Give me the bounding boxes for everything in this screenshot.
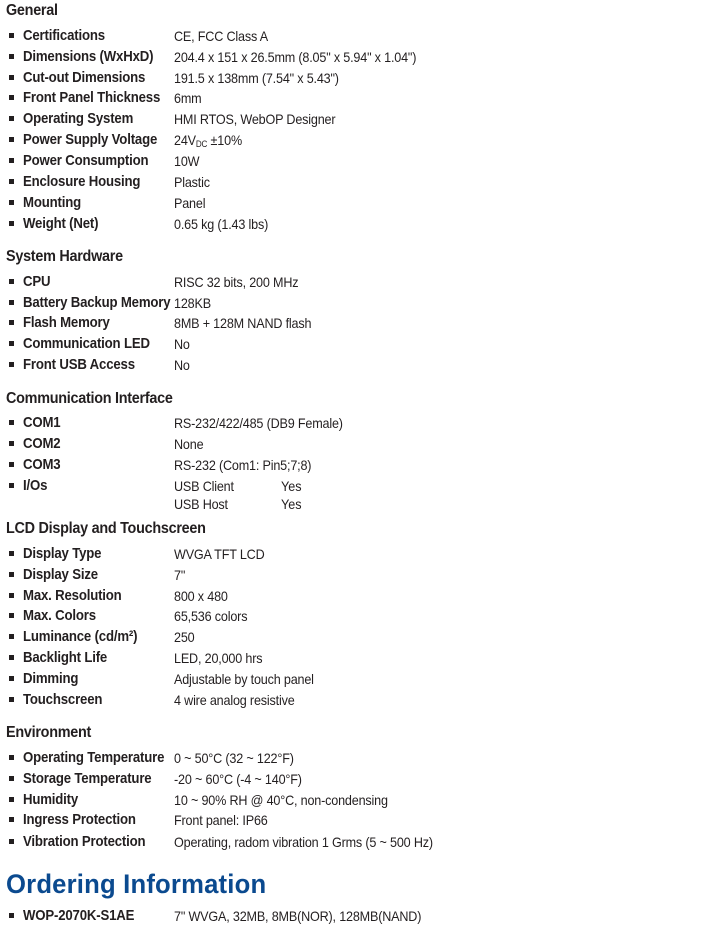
spec-value: 7" [174, 567, 186, 583]
spec-value: LED, 20,000 hrs [174, 650, 263, 666]
bullet-icon [9, 116, 14, 121]
section-title-environment: Environment [6, 724, 92, 741]
spec-label: Battery Backup Memory [23, 294, 171, 311]
spec-label: Operating Temperature [23, 749, 165, 766]
spec-row-cutout [0, 68, 706, 88]
spec-value: 65,536 colors [174, 608, 248, 624]
spec-label: Max. Resolution [23, 587, 122, 604]
ordering-title: Ordering Information [6, 869, 267, 899]
bullet-icon [9, 755, 14, 760]
bullet-icon [9, 483, 14, 488]
spec-row-resolution [0, 586, 706, 606]
bullet-icon [9, 613, 14, 618]
spec-label: Touchscreen [23, 691, 103, 708]
bullet-icon [9, 362, 14, 367]
spec-value: 6mm [174, 90, 202, 106]
spec-value: Operating, radom vibration 1 Grms (5 ~ 500 Hz) [174, 834, 433, 850]
spec-label: I/Os [23, 477, 48, 494]
spec-label: Dimming [23, 670, 79, 687]
bullet-icon [9, 320, 14, 325]
spec-label: Operating System [23, 110, 134, 127]
spec-label: Luminance (cd/m²) [23, 628, 138, 645]
spec-row-led [0, 334, 706, 354]
spec-label: COM1 [23, 414, 61, 431]
spec-label: Power Supply Voltage [23, 131, 158, 148]
bullet-icon [9, 913, 14, 918]
bullet-icon [9, 420, 14, 425]
bullet-icon [9, 300, 14, 305]
spec-row-colors [0, 606, 706, 626]
section-title-general: General [6, 2, 58, 19]
spec-label: Vibration Protection [23, 833, 146, 850]
bullet-icon [9, 551, 14, 556]
bullet-icon [9, 341, 14, 346]
bullet-icon [9, 441, 14, 446]
spec-row-usb [0, 355, 706, 375]
spec-row-flash [0, 313, 706, 333]
spec-label: Certifications [23, 27, 105, 44]
section-title-lcd: LCD Display and Touchscreen [6, 520, 206, 537]
section-title-hardware: System Hardware [6, 248, 123, 265]
bullet-icon [9, 776, 14, 781]
spec-label: Max. Colors [23, 607, 96, 624]
spec-label: COM2 [23, 435, 61, 452]
spec-row-voltage [0, 130, 706, 150]
spec-label: Mounting [23, 194, 81, 211]
spec-row-os [0, 109, 706, 129]
spec-row-luminance [0, 627, 706, 647]
spec-label: Humidity [23, 791, 79, 808]
spec-value: WVGA TFT LCD [174, 546, 265, 562]
spec-row-dimensions [0, 47, 706, 67]
spec-row-enclosure [0, 172, 706, 192]
spec-row-consumption [0, 151, 706, 171]
bullet-icon [9, 158, 14, 163]
bullet-icon [9, 279, 14, 284]
bullet-icon [9, 634, 14, 639]
bullet-icon [9, 95, 14, 100]
spec-value: 128KB [174, 295, 211, 311]
spec-value: $24V_{DC} \pm 10\%$ [174, 132, 242, 149]
bullet-icon [9, 200, 14, 205]
spec-row-weight [0, 214, 706, 234]
spec-row-display-type [0, 544, 706, 564]
spec-value: 0 ~ 50°C (32 ~ 122°F) [174, 750, 294, 766]
spec-value: 204.4 x 151 x 26.5mm (8.05" x 5.94" x 1.04") [174, 49, 417, 65]
spec-row-com2 [0, 434, 706, 454]
spec-row-ios-cont [0, 494, 706, 514]
spec-row-cpu [0, 272, 706, 292]
spec-label: Backlight Life [23, 649, 108, 666]
spec-row-vibration [0, 832, 706, 852]
bullet-icon [9, 462, 14, 467]
spec-value: RS-232 (Com1: Pin5;7;8) [174, 457, 312, 473]
spec-row-ios [0, 476, 706, 496]
bullet-icon [9, 817, 14, 822]
spec-value: Panel [174, 195, 206, 211]
spec-row-backlight [0, 648, 706, 668]
spec-label: Display Type [23, 545, 102, 562]
spec-label: Storage Temperature [23, 770, 152, 787]
spec-label: Ingress Protection [23, 811, 136, 828]
spec-value: 4 wire analog resistive [174, 692, 295, 708]
spec-row-com1 [0, 413, 706, 433]
bullet-icon [9, 697, 14, 702]
io-status: Yes [281, 478, 302, 494]
spec-value: 250 [174, 629, 195, 645]
spec-label: Power Consumption [23, 152, 149, 169]
spec-row-display-size [0, 565, 706, 585]
spec-value: Adjustable by touch panel [174, 671, 314, 687]
spec-label: Cut-out Dimensions [23, 69, 146, 86]
spec-row-sttemp [0, 769, 706, 789]
spec-label: Enclosure Housing [23, 173, 141, 190]
bullet-icon [9, 221, 14, 226]
bullet-icon [9, 179, 14, 184]
spec-value: 800 x 480 [174, 588, 228, 604]
bullet-icon [9, 572, 14, 577]
spec-value: RS-232/422/485 (DB9 Female) [174, 415, 343, 431]
spec-value: HMI RTOS, WebOP Designer [174, 111, 336, 127]
spec-row-touchscreen [0, 690, 706, 710]
spec-label: Communication LED [23, 335, 150, 352]
spec-row-dimming [0, 669, 706, 689]
spec-row-com3 [0, 455, 706, 475]
bullet-icon [9, 75, 14, 80]
bullet-icon [9, 839, 14, 844]
bullet-icon [9, 54, 14, 59]
spec-value: RISC 32 bits, 200 MHz [174, 274, 299, 290]
spec-value: 8MB + 128M NAND flash [174, 315, 312, 331]
io-status: Yes [281, 496, 302, 512]
spec-value: Front panel: IP66 [174, 812, 268, 828]
spec-row-humidity [0, 790, 706, 810]
spec-value: 10 ~ 90% RH @ 40°C, non-condensing [174, 792, 388, 808]
bullet-icon [9, 655, 14, 660]
spec-value: -20 ~ 60°C (-4 ~ 140°F) [174, 771, 302, 787]
order-row [0, 906, 706, 926]
spec-row-optemp [0, 748, 706, 768]
spec-row-certifications [0, 26, 706, 46]
spec-row-battery [0, 293, 706, 313]
spec-label: Flash Memory [23, 314, 110, 331]
io-name: USB Client [174, 478, 234, 494]
spec-value: 10W [174, 153, 200, 169]
section-title-comm: Communication Interface [6, 390, 173, 407]
spec-label: Dimensions (WxHxD) [23, 48, 154, 65]
spec-row-mounting [0, 193, 706, 213]
order-model: WOP-2070K-S1AE [23, 907, 135, 924]
bullet-icon [9, 676, 14, 681]
io-name: USB Host [174, 496, 228, 512]
spec-value: CE, FCC Class A [174, 28, 268, 44]
spec-label: Display Size [23, 566, 98, 583]
spec-label: CPU [23, 273, 51, 290]
spec-value: No [174, 357, 190, 373]
bullet-icon [9, 137, 14, 142]
spec-value: Plastic [174, 174, 210, 190]
spec-value: 191.5 x 138mm (7.54" x 5.43") [174, 70, 339, 86]
spec-value: 0.65 kg (1.43 lbs) [174, 216, 269, 232]
bullet-icon [9, 33, 14, 38]
spec-label: Front USB Access [23, 356, 135, 373]
bullet-icon [9, 593, 14, 598]
spec-value: No [174, 336, 190, 352]
spec-row-ingress [0, 810, 706, 830]
spec-label: Weight (Net) [23, 215, 99, 232]
spec-label: Front Panel Thickness [23, 89, 161, 106]
bullet-icon [9, 797, 14, 802]
spec-value: None [174, 436, 204, 452]
spec-row-thickness [0, 88, 706, 108]
spec-label: COM3 [23, 456, 61, 473]
order-description: 7" WVGA, 32MB, 8MB(NOR), 128MB(NAND) [174, 908, 422, 924]
